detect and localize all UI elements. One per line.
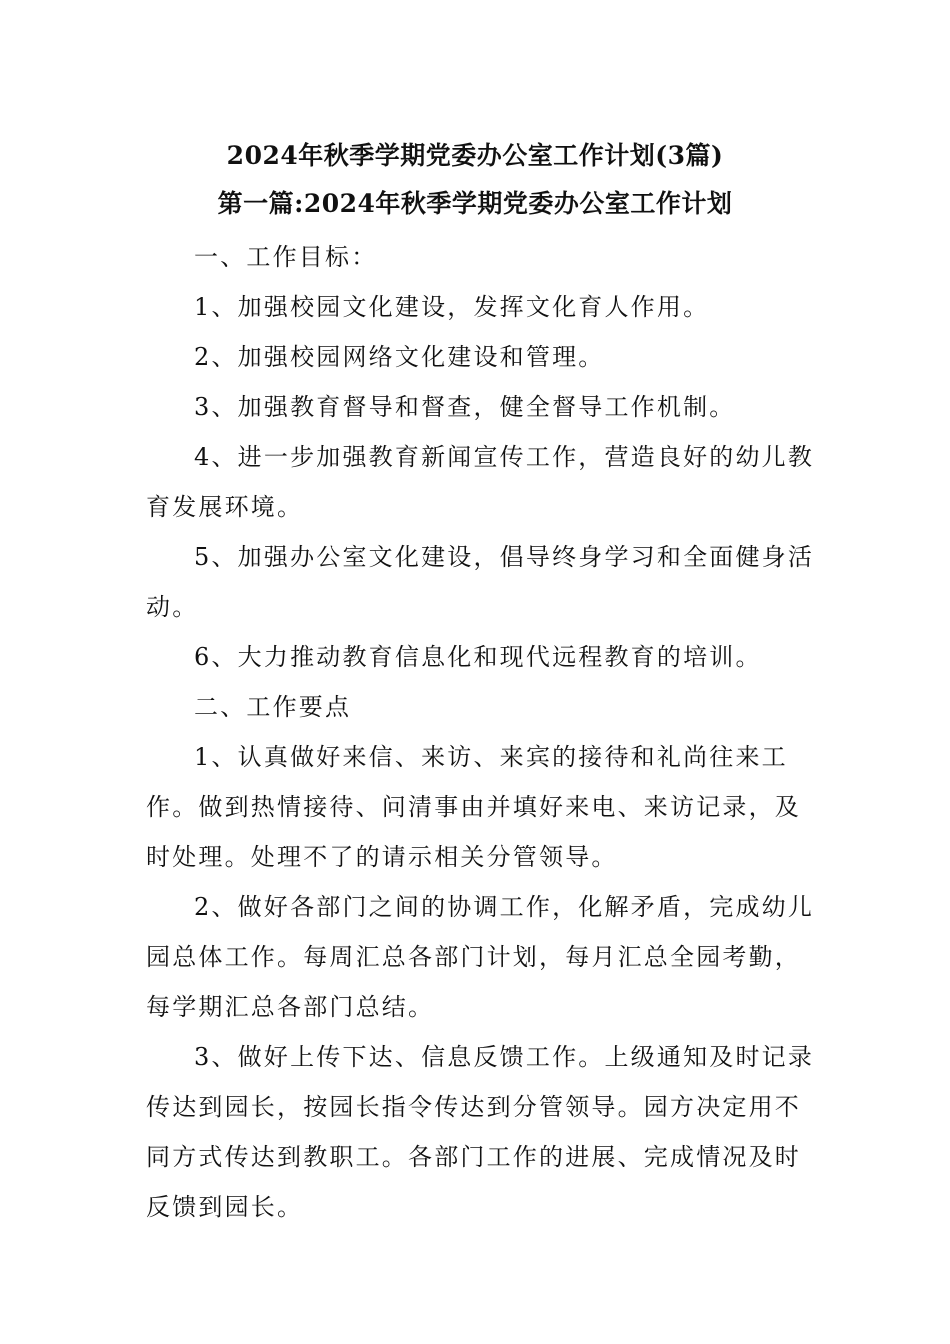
paragraph: 1、认真做好来信、来访、来宾的接待和礼尚往来工作。做到热情接待、问清事由并填好来电、来访记录，及时处理。处理不了的请示相关分管领导。 (146, 743, 801, 871)
paragraph: 3、做好上传下达、信息反馈工作。上级通知及时记录传达到园长，按园长指令传达到分管领导。园方决定用不同方式传达到教职工。各部门工作的进展、完成情况及时反馈到园长。 (146, 1043, 815, 1221)
section-heading-goals: 一、工作目标： (194, 243, 378, 271)
paragraph: 2、加强校园网络文化建设和管理。 (194, 343, 605, 371)
document-title: 2024年秋季学期党委办公室工作计划(3篇) (226, 141, 724, 170)
paragraph: 5、加强办公室文化建设，倡导终身学习和全面健身活动。 (146, 543, 815, 621)
paragraph: 4、进一步加强教育新闻宣传工作，营造良好的幼儿教育发展环境。 (146, 443, 815, 521)
paragraph: 1、加强校园文化建设，发挥文化育人作用。 (194, 293, 710, 321)
paragraph: 6、大力推动教育信息化和现代远程教育的培训。 (194, 643, 762, 671)
section-heading-key-points: 二、工作要点 (194, 693, 352, 721)
paragraph: 3、加强教育督导和督查，健全督导工作机制。 (194, 393, 736, 421)
document-subtitle: 第一篇:2024年秋季学期党委办公室工作计划 (217, 189, 733, 218)
document-body (146, 232, 826, 1232)
paragraph: 2、做好各部门之间的协调工作，化解矛盾，完成幼儿园总体工作。每周汇总各部门计划，每月汇总全园考勤，每学期汇总各部门总结。 (146, 893, 815, 1021)
